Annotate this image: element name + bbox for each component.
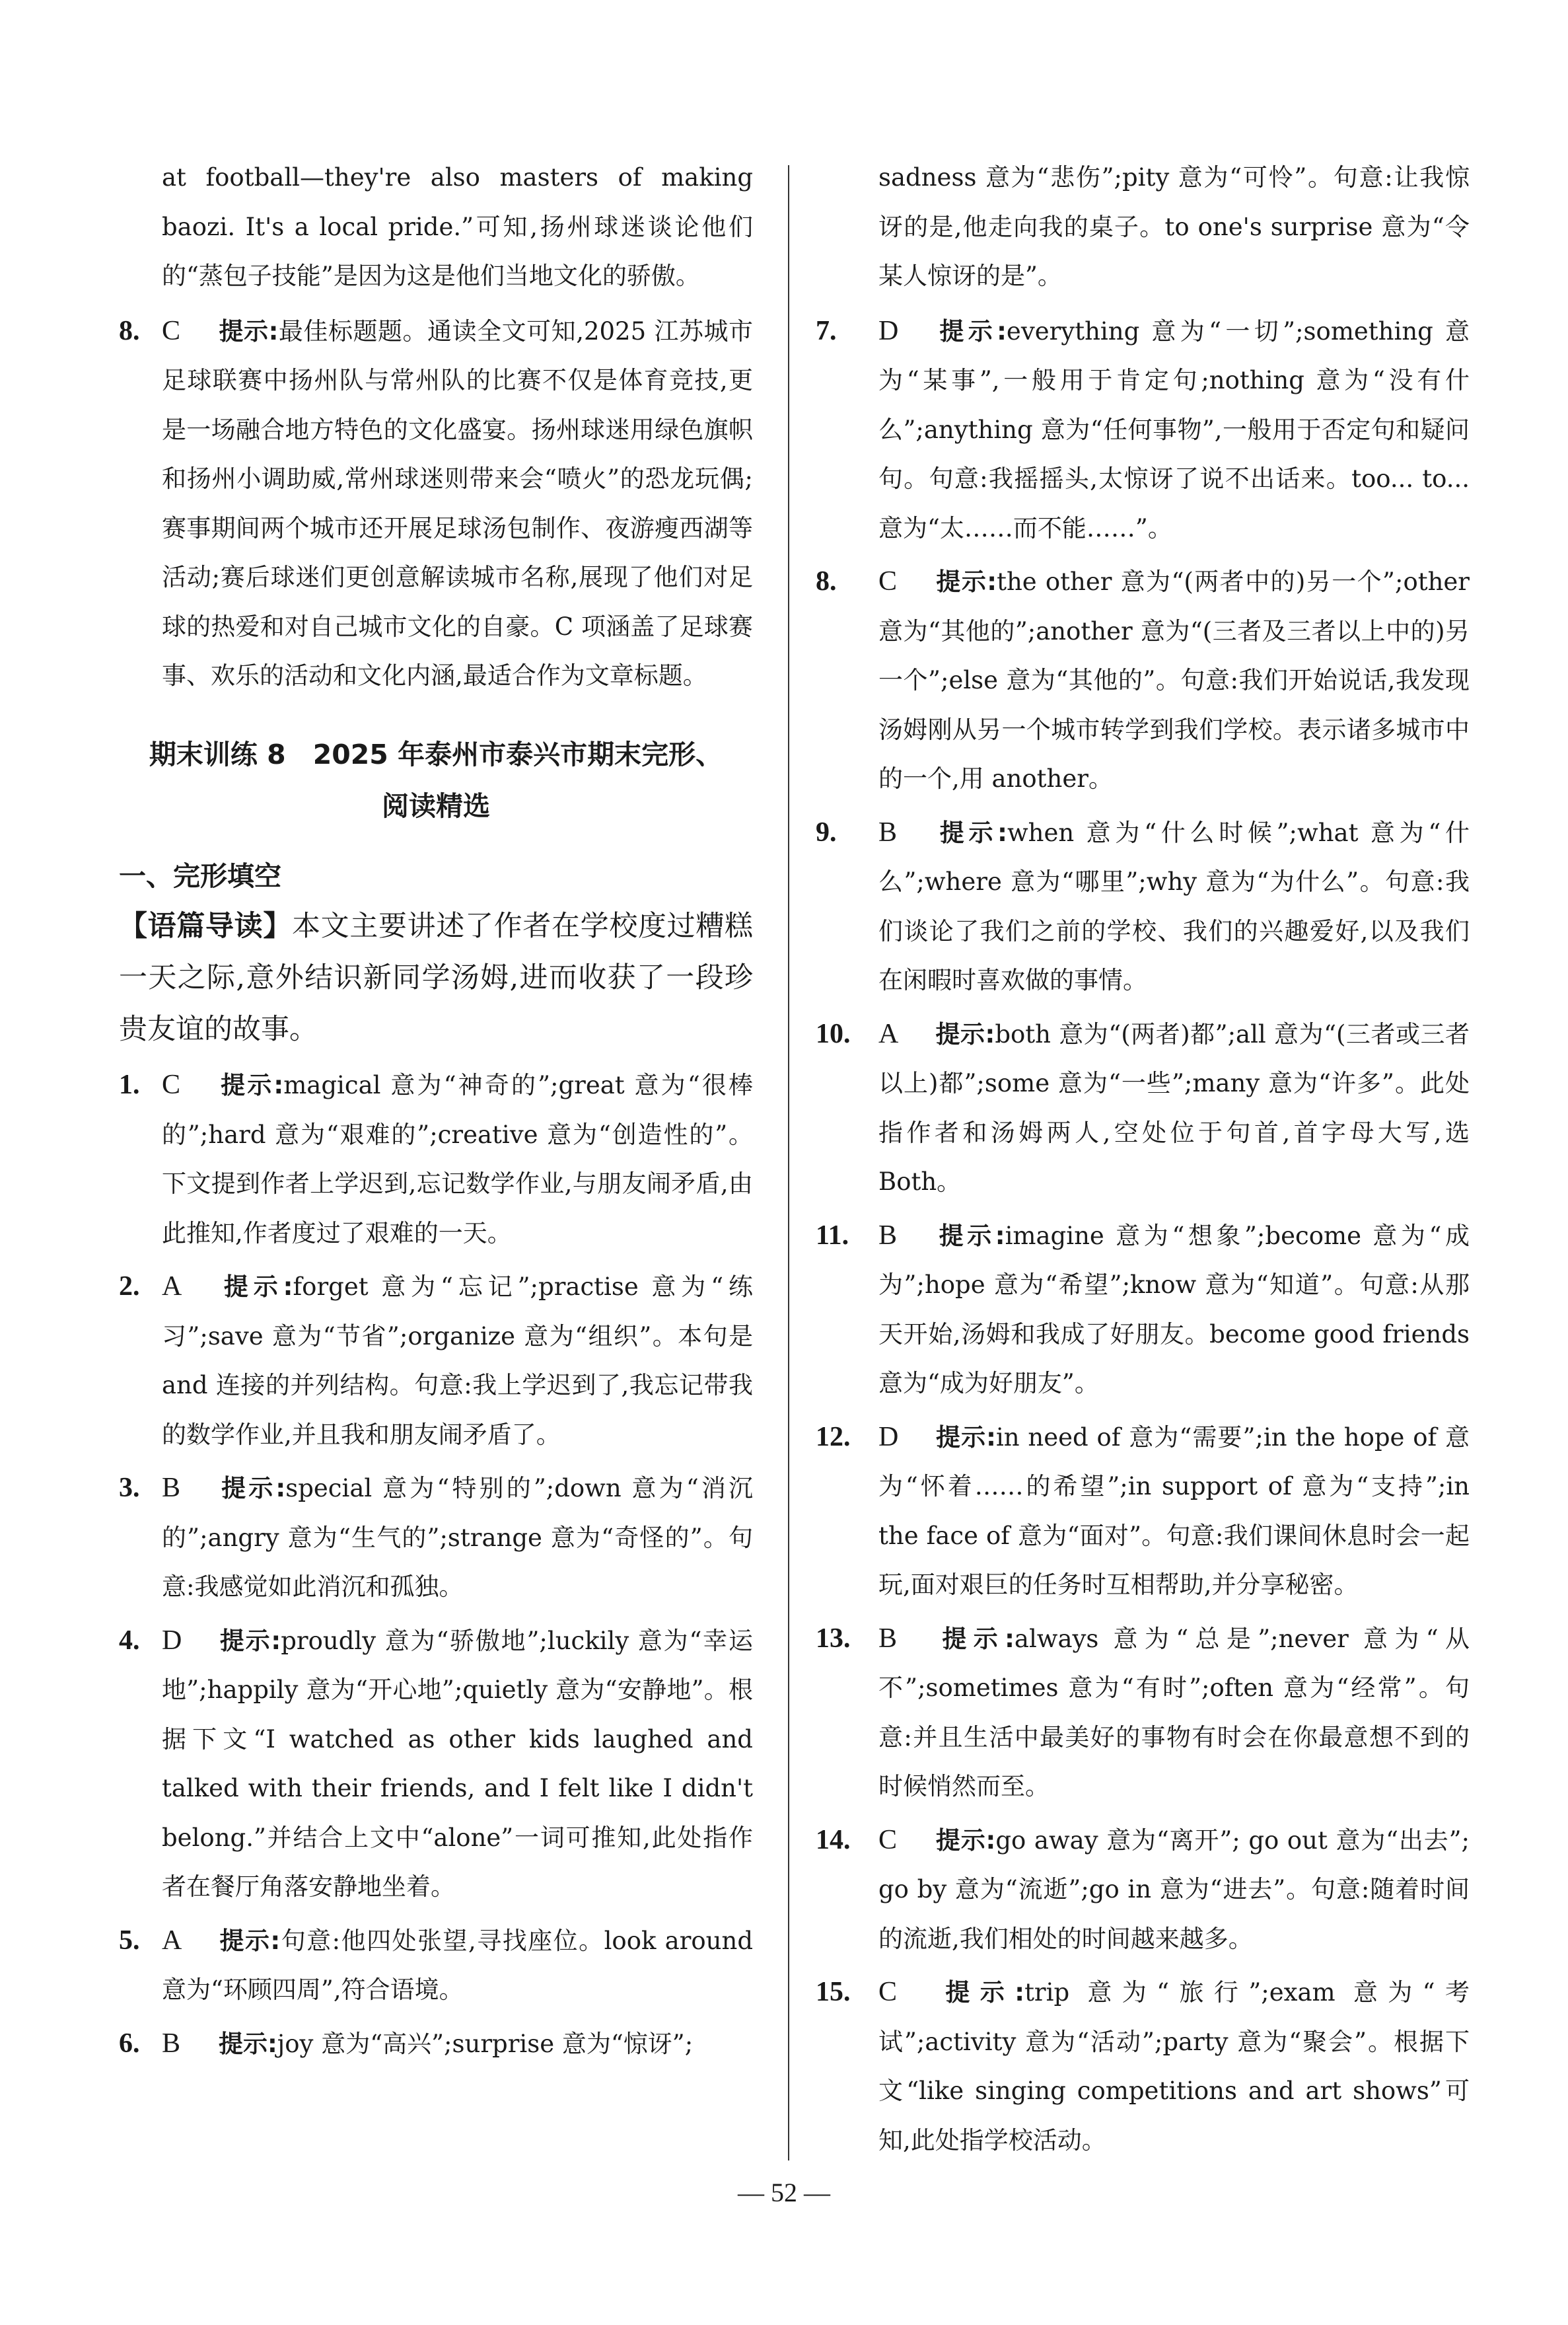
item-explanation: always 意为“总是”;never 意为“从不”;sometimes 意为“有时”;often 意为“经常”。句意:并且生活中最美好的事物有时会在你最意想不到的时候悄然而至。 xyxy=(878,1624,1470,1800)
hint-label: 提示: xyxy=(935,1221,1005,1250)
right-column xyxy=(816,153,1470,2169)
hint-label: 提示: xyxy=(935,818,1007,847)
answer-item xyxy=(816,557,1470,804)
item-number: 15. xyxy=(816,1977,851,2007)
item-number: 2. xyxy=(119,1271,140,1302)
page-number: — 52 — xyxy=(738,2178,830,2207)
answer-item xyxy=(816,1010,1470,1207)
item-answer: C xyxy=(878,566,898,597)
hint-label: 提示: xyxy=(935,316,1007,346)
column-divider xyxy=(788,165,789,2160)
item-explanation: when 意为“什么时候”;what 意为“什么”;where 意为“哪里”;why 意为“为什么”。句意:我们谈论了我们之前的学校、我们的兴趣爱好,以及我们在闲暇时喜欢做的事情。 xyxy=(878,818,1470,994)
item-explanation: 句意:他四处张望,寻找座位。look around 意为“环顾四周”,符合语境。 xyxy=(162,1926,753,2004)
hint-label: 提示: xyxy=(935,1624,1015,1653)
hint-label: 提示: xyxy=(935,1978,1025,2007)
hint-label: 提示: xyxy=(935,1826,996,1855)
item-number: 12. xyxy=(816,1421,851,1452)
subheading: 一、完形填空 xyxy=(119,860,281,892)
hint-label: 提示: xyxy=(219,2029,277,2058)
item-number: 3. xyxy=(119,1473,140,1503)
answer-item xyxy=(119,1060,753,1258)
item-number: 4. xyxy=(119,1625,140,1656)
guide-label: 【语篇导读】 xyxy=(119,910,292,943)
item-answer: C xyxy=(878,1977,898,2007)
section-title xyxy=(119,729,753,832)
item-explanation: the other 意为“(两者中的)另一个”;other 意为“其他的”;another 意为“(三者及三者以上中的)另一个”;else 意为“其他的”。句意:我们开始说话,我发现汤姆刚从另一个城市转学到我们学校。表示诸多城市中的一个,用 another。 xyxy=(878,568,1470,793)
item-answer: B xyxy=(878,1623,898,1654)
item-number: 7. xyxy=(816,315,837,346)
item-explanation: imagine 意为“想象”;become 意为“成为”;hope 意为“希望”;know 意为“知道”。句意:从那天开始,汤姆和我成了好朋友。become good friends 意为“成为好朋友”。 xyxy=(878,1221,1470,1397)
answer-item xyxy=(119,2019,753,2069)
item-answer: B xyxy=(162,2028,181,2059)
item-answer: B xyxy=(878,1220,898,1251)
item-explanation: joy 意为“高兴”;surprise 意为“惊讶”; xyxy=(277,2029,694,2058)
item-number: 5. xyxy=(119,1925,140,1956)
hint-label: 提示: xyxy=(219,1273,293,1301)
item-explanation: in need of 意为“需要”;in the hope of 意为“怀着……的希望”;in support of 意为“支持”;in the face of 意为“面对”。句意:我们课间休息时会一起玩,面对艰巨的任务时互相帮助,并分享秘密。 xyxy=(878,1422,1470,1599)
hint-label: 提示: xyxy=(219,316,279,346)
answer-item xyxy=(816,1968,1470,2165)
hint-label: 提示: xyxy=(219,1926,281,1955)
item-explanation: forget 意为“忘记”;practise 意为“练习”;save 意为“节省”;organize 意为“组织”。本句是 and 连接的并列结构。句意:我上学迟到了,我忘记带我的数学作业,并且我和朋友闹矛盾了。 xyxy=(162,1273,753,1449)
item-number: 10. xyxy=(816,1018,851,1049)
item-answer: C xyxy=(878,1824,898,1855)
hint-label: 提示: xyxy=(219,1071,284,1099)
answer-item xyxy=(119,1262,753,1459)
answer-item xyxy=(119,307,753,701)
item-number: 9. xyxy=(816,817,837,848)
item-explanation: trip 意为“旅行”;exam 意为“考试”;activity 意为“活动”;party 意为“聚会”。根据下文“like singing competitions and art shows”可知,此处指学校活动。 xyxy=(878,1978,1470,2155)
section-title-line: 期末训练 8 2025 年泰州市泰兴市期末完形、 xyxy=(149,738,723,770)
answer-item xyxy=(816,307,1470,554)
hint-label: 提示: xyxy=(935,1019,995,1049)
continuation-text: sadness 意为“悲伤”;pity 意为“可怜”。句意:让我惊讶的是,他走向我的桌子。to one's surprise 意为“令某人惊讶的是”。 xyxy=(878,163,1470,290)
answer-item xyxy=(816,1614,1470,1812)
item-answer: C xyxy=(162,315,181,346)
item-number: 11. xyxy=(816,1220,849,1251)
item-number: 6. xyxy=(119,2028,140,2059)
item-number: 8. xyxy=(816,566,837,597)
item-explanation: proudly 意为“骄傲地”;luckily 意为“幸运地”;happily 意为“开心地”;quietly 意为“安静地”。根据下文“I watched as other kids laughed and talked with their friends, and I felt like I didn't belong.”并结合上文中“alone”一词可推知,此处指作者在餐厅角落安静地坐着。 xyxy=(162,1626,753,1901)
continuation-text: at football—they're also masters of making baozi. It's a local pride.”可知,扬州球迷谈论他们的“蒸包子技能”是因为这是他们当地文化的骄傲。 xyxy=(162,163,753,290)
item-number: 14. xyxy=(816,1824,851,1855)
item-answer: D xyxy=(878,1421,899,1452)
item-answer: D xyxy=(878,315,899,346)
item-explanation: both 意为“(两者)都”;all 意为“(三者或三者以上)都”;some 意为“一些”;many 意为“许多”。此处指作者和汤姆两人,空处位于句首,首字母大写,选 Both。 xyxy=(878,1019,1470,1196)
item-answer: A xyxy=(878,1018,899,1049)
item-explanation: go away 意为“离开”; go out 意为“出去”; go by 意为“流逝”;go in 意为“进去”。句意:随着时间的流逝,我们相处的时间越来越多。 xyxy=(878,1826,1470,1953)
hint-label: 提示: xyxy=(219,1474,286,1502)
item-explanation: magical 意为“神奇的”;great 意为“很棒的”;hard 意为“艰难的”;creative 意为“创造性的”。下文提到作者上学迟到,忘记数学作业,与朋友闹矛盾,由此推知,作者度过了艰难的一天。 xyxy=(162,1071,753,1247)
item-explanation: 最佳标题题。通读全文可知,2025 江苏城市足球联赛中扬州队与常州队的比赛不仅是体育竞技,更是一场融合地方特色的文化盛宴。扬州球迷用绿色旗帜和扬州小调助威,常州球迷则带来会“喷火”的恐龙玩偶;赛事期间两个城市还开展足球汤包制作、夜游瘦西湖等活动;赛后球迷们更创意解读城市名称,展现了他们对足球的热爱和对自己城市文化的自豪。C 项涵盖了足球赛事、欢乐的活动和文化内涵,最适合作为文章标题。 xyxy=(162,316,753,690)
item-answer: A xyxy=(162,1271,182,1302)
answer-item xyxy=(816,1211,1470,1409)
item-explanation: everything 意为“一切”;something 意为“某事”,一般用于肯定句;nothing 意为“没有什么”;anything 意为“任何事物”,一般用于否定句和疑问句。句意:我摇摇头,太惊讶了说不出话来。too... to... 意为“太……而不能……”。 xyxy=(878,316,1470,542)
item-number: 1. xyxy=(119,1070,140,1100)
item-number: 13. xyxy=(816,1623,851,1654)
item-answer: B xyxy=(162,1473,181,1503)
item-answer: C xyxy=(162,1070,181,1100)
passage-guide xyxy=(119,901,753,1055)
hint-label: 提示: xyxy=(935,568,997,596)
left-column xyxy=(119,153,753,2073)
item-number: 8. xyxy=(119,315,140,346)
answer-item xyxy=(816,808,1470,1006)
item-explanation: special 意为“特别的”;down 意为“消沉的”;angry 意为“生气的”;strange 意为“奇怪的”。句意:我感觉如此消沉和孤独。 xyxy=(162,1474,754,1601)
item-answer: B xyxy=(878,817,898,848)
item-answer: D xyxy=(162,1625,182,1656)
answer-item xyxy=(119,1616,753,1912)
hint-label: 提示: xyxy=(935,1422,996,1452)
guide-text: 本文主要讲述了作者在学校度过糟糕一天之际,意外结识新同学汤姆,进而收获了一段珍贵友谊的故事。 xyxy=(119,910,753,1046)
answer-item xyxy=(119,1463,753,1612)
section-title-line: 阅读精选 xyxy=(382,790,490,822)
hint-label: 提示: xyxy=(219,1626,281,1655)
answer-item xyxy=(816,1816,1470,1964)
answer-item xyxy=(119,1916,753,2015)
item-answer: A xyxy=(162,1925,182,1956)
answer-item xyxy=(816,1413,1470,1610)
